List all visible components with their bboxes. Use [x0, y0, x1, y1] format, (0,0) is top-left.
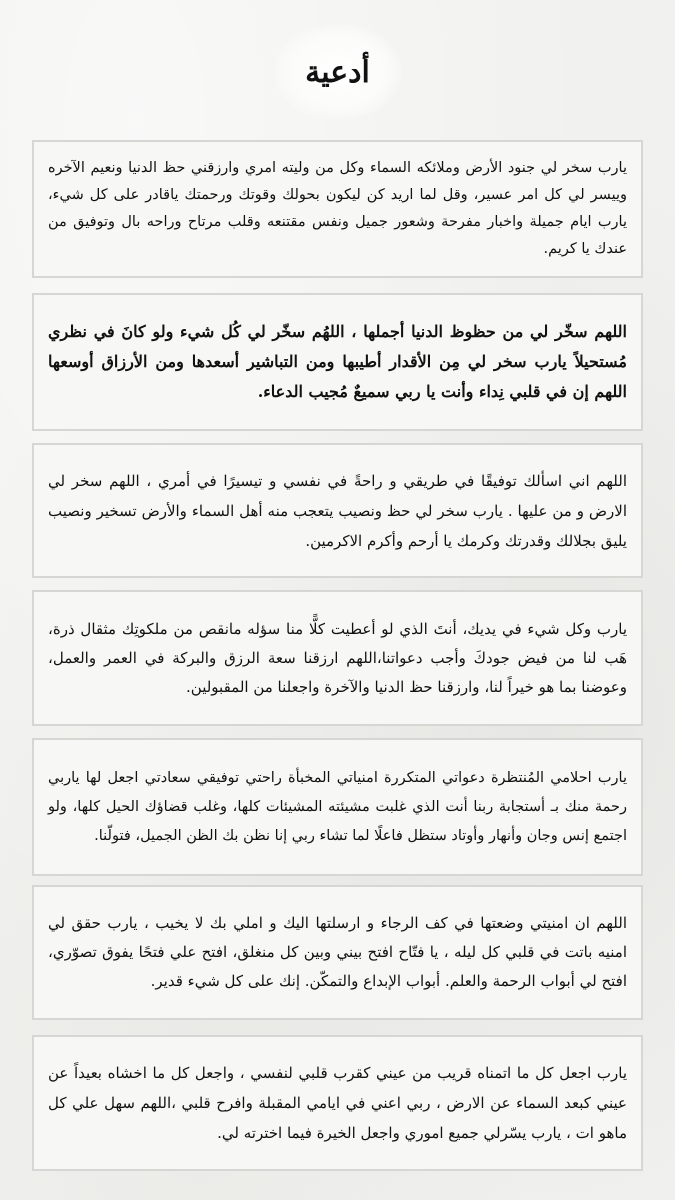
dua-text: يارب سخر لي جنود الأرض وملائكه السماء وكل من وليته امري وارزقني حظ الدنيا ونعيم الآخره وييسر لي كل امر عسير، وقل لما اريد كن ليكون بحولك وقوتك ورحمتك ياقادر على كل شيء، يارب ايام جميلة واخبار مفرحة وشعور جميل ونفس مقتنعه وقلب مرتاح وراحه بال وتوفيق من عندك يا كريم.	[48, 160, 627, 257]
dua-text: اللهم اني اسألك توفيقًا في طريقي و راحةً في نفسي و تيسيرًا في أمري ، اللهم سخر لي الارض و من عليها . يارب سخر لي حظ ونصيب يتعجب منه أهل السماء والأرض تسخير ونصيب يليق بجلالك وقدرتك وكرمك يا أرحم وأكرم الاكرمين.	[48, 471, 627, 550]
dua-card	[32, 293, 643, 431]
dua-card	[32, 140, 643, 278]
dua-text: اللهم ان امنيتي وضعتها في كف الرجاء و ارسلتها اليك و املي بك لا يخيب ، يارب حقق لي امنيه باتت في قلبي كل ليله ، يا فتّاح افتح بيني وبين كل منغلق، افتح علي فتحًا يفوق تصوّري، افتح لي أبواب الرحمة والعلم. أبواب الإبداع والتمكّن. إنك على كل شيء قدير.	[48, 914, 627, 990]
title-badge	[274, 24, 402, 120]
page-title: أدعية	[305, 54, 370, 90]
dua-card	[32, 443, 643, 578]
dua-card	[32, 1035, 643, 1171]
dua-card	[32, 738, 643, 876]
dua-text: يارب احلامي المُنتظرة دعواتي المتكررة امنياتي المخبأة راحتي توفيقي سعادتي اجعل لها ياربي رحمة منك بـ أستجابة ربنا أنت الذي غلبت مشيئته المشيئات كلها، وغلب قضاؤك الحيل كلها، ولو اجتمع إنس وجان وأنهار وأوتاد ستظل فاعلًا لما تشاء ربي إنا نظن بك الظن الجميل، فتولّنا.	[48, 769, 627, 844]
dua-card	[32, 885, 643, 1020]
title-area	[0, 24, 675, 120]
dua-text: يارب اجعل كل ما اتمناه قريب من عيني كقرب قلبي لنفسي ، واجعل كل ما اخشاه بعيداً عن عيني كبعد السماء عن الارض ، ربي اعني في ايامي المقبلة وافرح قلبي ،اللهم سهل علي كل ماهو ات ، يارب يسّرلي جميع اموري واجعل الخيرة فيما اخترته لي.	[48, 1064, 627, 1142]
dua-card	[32, 590, 643, 726]
dua-text: يارب وكل شيء في يديك، أنتَ الذي لو أعطيت كلًّا منا سؤله مانقص من ملكوتِك مثقال ذرة، هَب لنا من فيض جودكَ وأجب دعواتنا،اللهم ارزقنا سعة الرزق والبركة في العمر والعمل، وعوضنا بما هو خيراً لنا، وارزقنا حظ الدنيا والآخرة واجعلنا من المقبولين.	[48, 619, 627, 696]
dua-text: اللهم سخّر لي من حظوظ الدنيا أجملها ، اللهُم سخّر لي كُل شيء ولو كانَ في نظري مُستحيلاً يارب سخر لي مِن الأقدار أطيبها ومن التباشير أسعدها ومن الأرزاق أوسعها اللهم إن في قلبي نِداء وأنت يا ربي سميعٌ مُجيب الدعاء.	[48, 322, 627, 401]
